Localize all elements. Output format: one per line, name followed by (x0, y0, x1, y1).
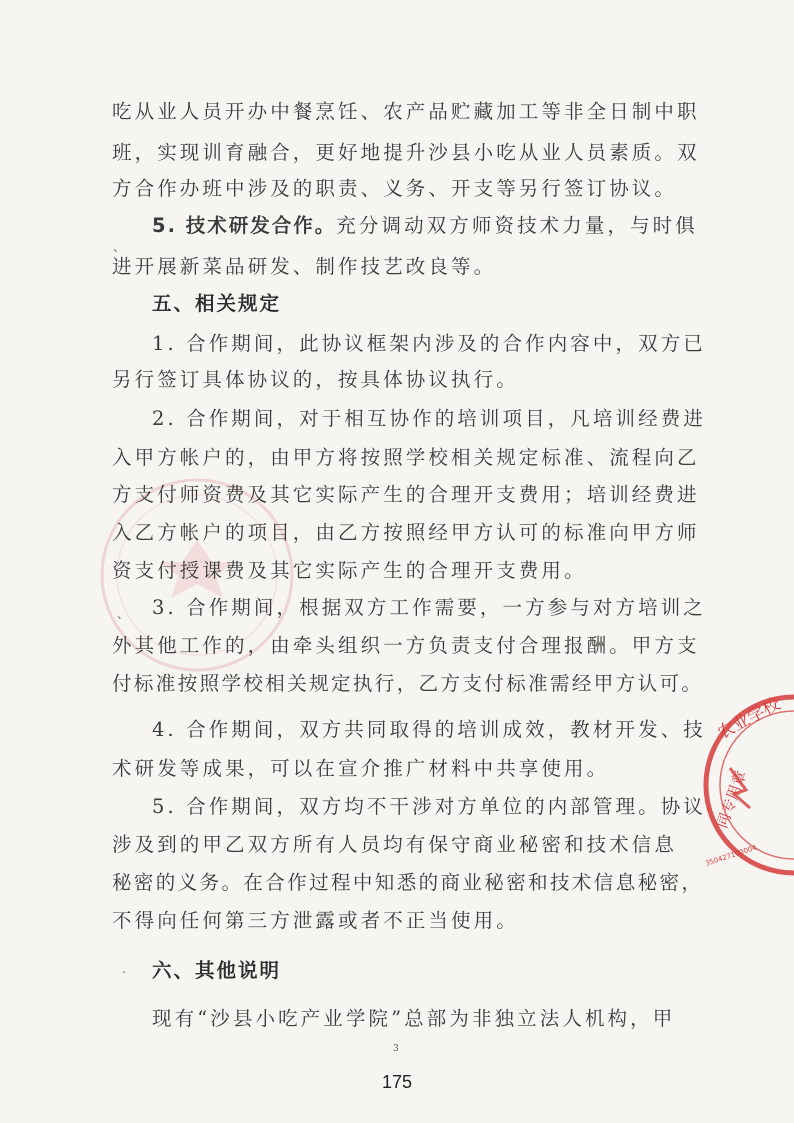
text-line: 入甲方帐户的，由甲方将按照学校相关规定标准、流程向乙 (112, 446, 700, 469)
text-line: 秘密的义务。在合作过程中知悉的商业秘密和技术信息秘密， (112, 871, 704, 894)
text-line: 3. 合作期间，根据双方工作需要，一方参与对方培训之 (152, 596, 706, 619)
text-line: 4. 合作期间，双方共同取得的培训成效，教材开发、技 (152, 718, 706, 741)
section-heading: 六、其他说明 (152, 959, 282, 982)
section-heading: 五、相关规定 (152, 292, 282, 315)
text-line: 2. 合作期间，对于相互协作的培训项目，凡培训经费进 (152, 407, 706, 430)
text-line: 外其他工作的，由牵头组织一方负责支付合理报酬。甲方支 (112, 634, 700, 657)
text-line: 涉及到的甲乙双方所有人员均有保守商业秘密和技术信息 (112, 833, 678, 856)
page-number: 175 (381, 1072, 413, 1092)
text-line (152, 214, 698, 238)
seal-text-side: 同专用章 (712, 768, 751, 831)
item-text: 充分调动双方师资技术力量，与时俱 (336, 214, 698, 237)
text-line: 班，实现训育融合，更好地提升沙县小吃从业人员素质。双 (112, 141, 700, 164)
text-line: 现有“沙县小吃产业学院”总部为非独立法人机构，甲 (152, 1007, 676, 1030)
text-line: 吃从业人员开办中餐烹饪、农产品贮藏加工等非全日制中职 (112, 100, 700, 123)
scan-speck: . (122, 962, 126, 976)
scan-page-number: 3 (393, 1044, 399, 1054)
text-line: 方合作办班中涉及的职责、义务、开支等另行签订协议。 (112, 177, 678, 200)
text-line: 入乙方帐户的项目，由乙方按照经甲方认可的标准向甲方师 (112, 521, 700, 544)
text-line: 不得向任何第三方泄露或者不正当使用。 (112, 909, 519, 932)
text-line: 付标准按照学校相关规定执行，乙方支付标准需经甲方认可。 (112, 672, 704, 695)
scan-speck: 、 (117, 607, 130, 621)
text-line: 术研发等成果，可以在宣介推广材料中共享使用。 (112, 757, 610, 780)
item-heading: 5. 技术研发合作。 (152, 214, 337, 237)
text-line: 资支付授课费及其它实际产生的合理开支费用。 (112, 559, 587, 582)
text-line: 1. 合作期间，此协议框架内涉及的合作内容中，双方已 (152, 332, 706, 355)
text-line: 另行签订具体协议的，按具体协议执行。 (112, 368, 519, 391)
scan-speck: 、 (113, 240, 126, 254)
text-line: 进开展新菜品研发、制作技艺改良等。 (112, 255, 497, 278)
seal-code: 350427100004 (704, 843, 758, 868)
text-line: 5. 合作期间，双方均不干涉对方单位的内部管理。协议 (152, 795, 706, 818)
seal-text-top: 农业学校 (714, 693, 784, 744)
text-line: 方支付师资费及其它实际产生的合理开支费用；培训经费进 (112, 483, 700, 506)
